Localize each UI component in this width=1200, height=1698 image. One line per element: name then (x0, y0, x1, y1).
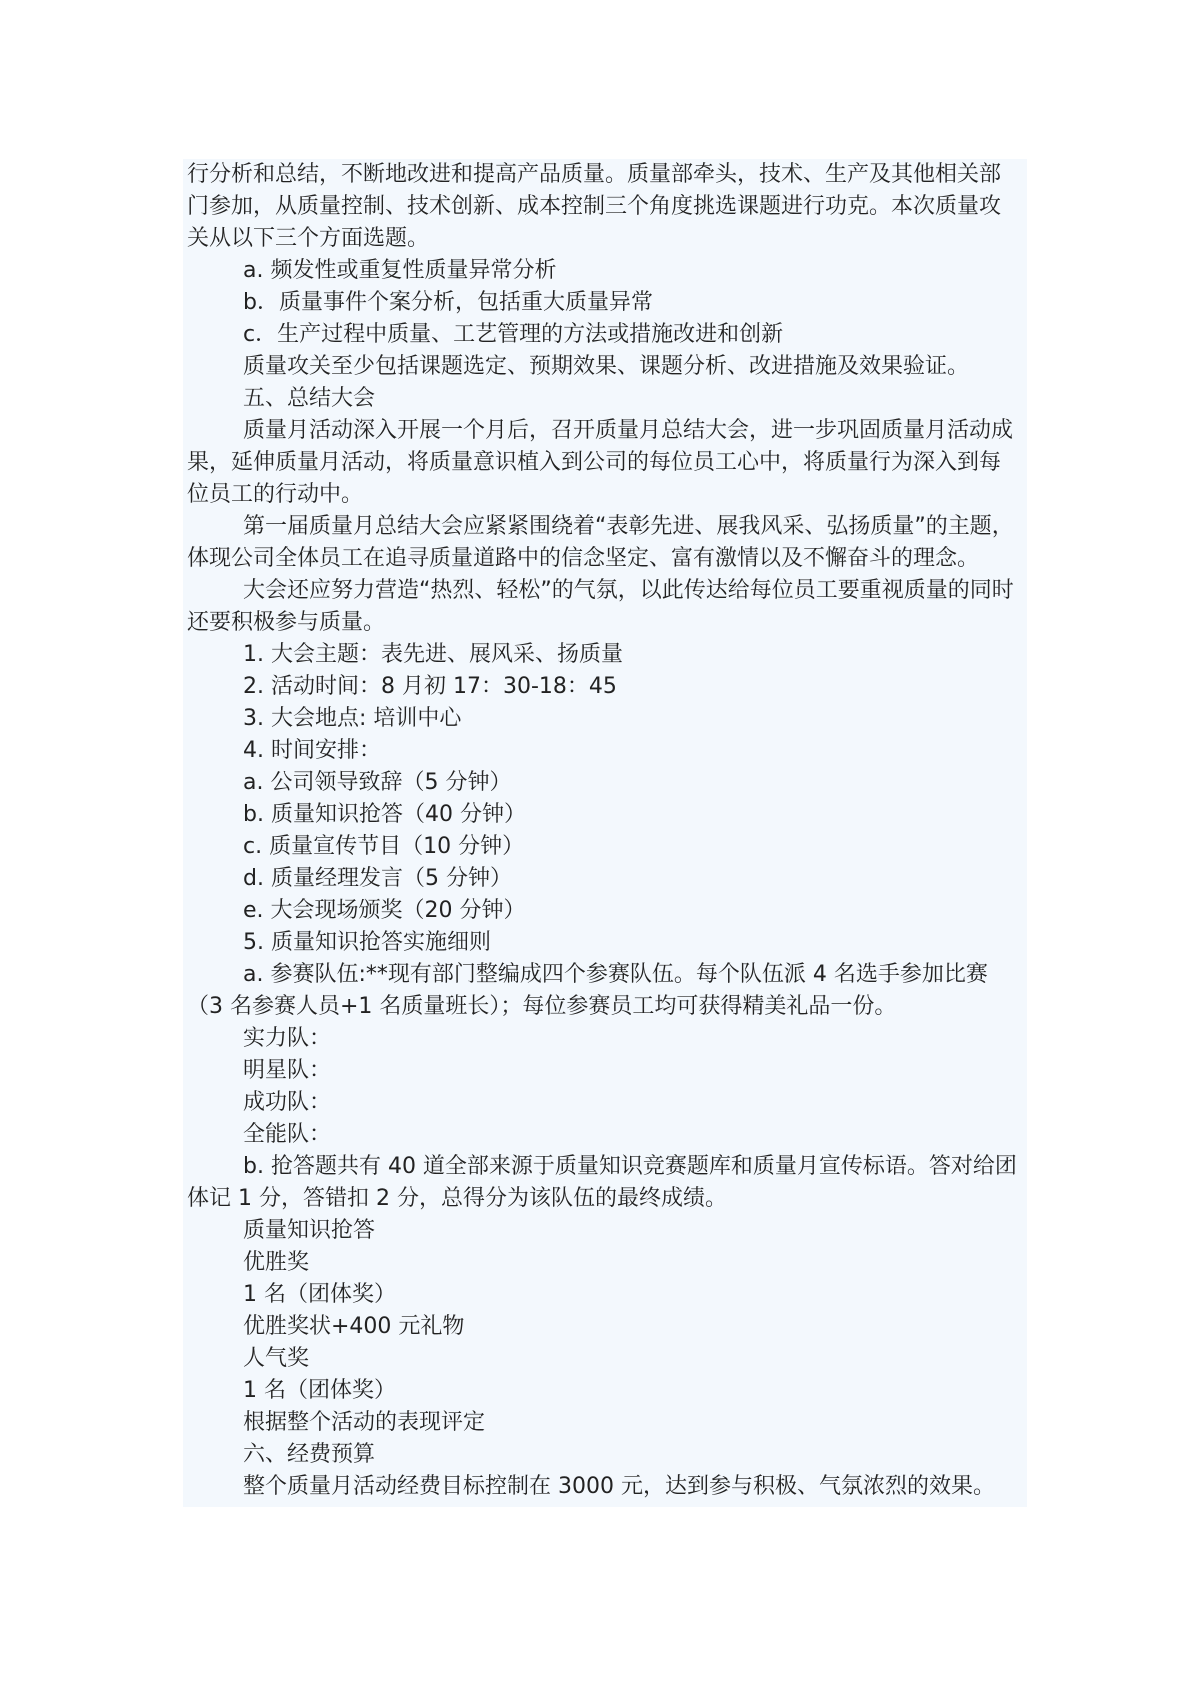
text-line: 3. 大会地点: 培训中心 (243, 706, 462, 731)
text-line: b. 抢答题共有 40 道全部来源于质量知识竞赛题库和质量月宣传标语。答对给团 (243, 1154, 1017, 1179)
text-line: 根据整个活动的表现评定 (243, 1410, 486, 1435)
text-line: b. 质量知识抢答（40 分钟） (243, 802, 526, 827)
text-line: 位员工的行动中。 (187, 482, 364, 507)
document-text-block (183, 159, 1027, 1507)
text-line: 成功队： (243, 1090, 332, 1115)
text-line: 4. 时间安排： (243, 738, 381, 763)
text-line: 2. 活动时间：8 月初 17：30-18：45 (243, 674, 617, 699)
text-line: 六、经费预算 (243, 1442, 376, 1467)
text-line: 1 名（团体奖） (243, 1282, 396, 1307)
text-line: 明星队： (243, 1058, 332, 1083)
text-line: 全能队： (243, 1122, 332, 1147)
text-line: a. 参赛队伍:**现有部门整编成四个参赛队伍。每个队伍派 4 名选手参加比赛 (243, 962, 988, 987)
text-line: a. 公司领导致辞（5 分钟） (243, 770, 512, 795)
text-line: 体记 1 分，答错扣 2 分，总得分为该队伍的最终成绩。 (187, 1186, 727, 1211)
text-line: c. 质量宣传节目（10 分钟） (243, 834, 525, 859)
text-line: 1. 大会主题：表先进、展风采、扬质量 (243, 642, 623, 667)
text-line: 质量月活动深入开展一个月后，召开质量月总结大会，进一步巩固质量月活动成 (243, 418, 1014, 443)
text-line: 1 名（团体奖） (243, 1378, 396, 1403)
text-line: 还要积极参与质量。 (187, 610, 386, 635)
text-line: 第一届质量月总结大会应紧紧围绕着“表彰先进、展我风采、弘扬质量”的主题， (243, 514, 1014, 539)
text-line: 体现公司全体员工在追寻质量道路中的信念坚定、富有激情以及不懈奋斗的理念。 (187, 546, 980, 571)
text-line: 人气奖 (243, 1346, 310, 1371)
text-line: a. 频发性或重复性质量异常分析 (243, 258, 557, 283)
text-line: c．生产过程中质量、工艺管理的方法或措施改进和创新 (243, 322, 784, 347)
text-line: 大会还应努力营造“热烈、轻松”的气氛，以此传达给每位员工要重视质量的同时 (243, 578, 1014, 603)
text-line: 质量知识抢答 (243, 1218, 376, 1243)
text-line: 质量攻关至少包括课题选定、预期效果、课题分析、改进措施及效果验证。 (243, 354, 970, 379)
text-line: 实力队： (243, 1026, 332, 1051)
text-line: 门参加，从质量控制、技术创新、成本控制三个角度挑选课题进行功克。本次质量攻 (187, 194, 1002, 219)
text-line: b．质量事件个案分析，包括重大质量异常 (243, 290, 653, 315)
text-line: 整个质量月活动经费目标控制在 3000 元，达到参与积极、气氛浓烈的效果。 (243, 1474, 995, 1499)
text-line: 优胜奖 (243, 1250, 310, 1275)
text-line: 五、总结大会 (243, 386, 376, 411)
text-line: e. 大会现场颁奖（20 分钟） (243, 898, 526, 923)
text-line: 关从以下三个方面选题。 (187, 226, 430, 251)
text-line: 5. 质量知识抢答实施细则 (243, 930, 491, 955)
text-line: 果，延伸质量月活动，将质量意识植入到公司的每位员工心中，将质量行为深入到每 (187, 450, 1002, 475)
text-line: 行分析和总结，不断地改进和提高产品质量。质量部牵头，技术、生产及其他相关部 (187, 162, 1002, 187)
text-line: 优胜奖状+400 元礼物 (243, 1314, 465, 1339)
text-line: d. 质量经理发言（5 分钟） (243, 866, 512, 891)
text-line: （3 名参赛人员+1 名质量班长）；每位参赛员工均可获得精美礼品一份。 (187, 994, 897, 1019)
